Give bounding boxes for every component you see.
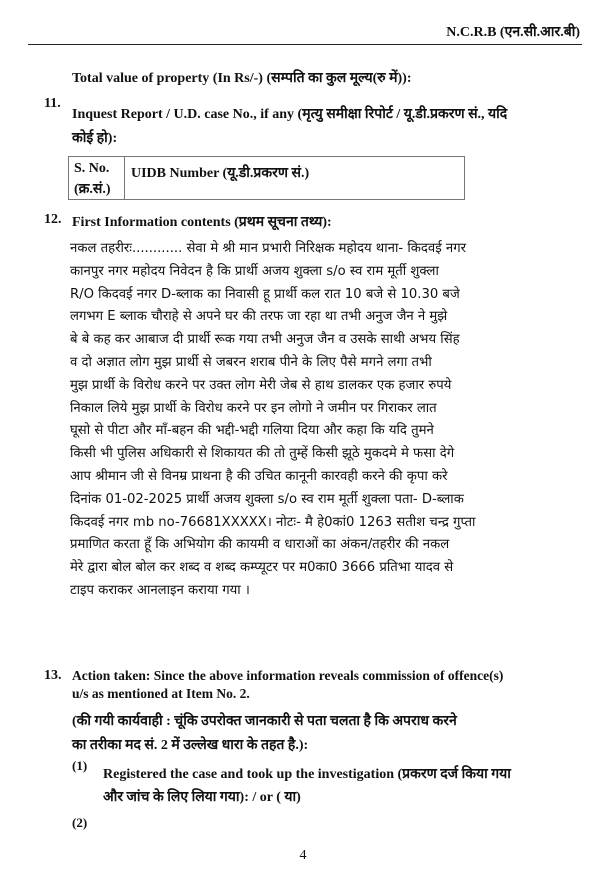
sub-item-1-line2: और जांच के लिए लिया गया): / or ( या) xyxy=(103,790,301,805)
fir-line: प्रमाणित करता हूँ कि अभियोग की कायमी व धाराओं का अंकन/तहरीर की नकल xyxy=(70,537,450,553)
fir-line: कानपुर नगर महोदय निवेदन है कि प्रार्थी अजय शुक्ला s/o स्व राम मूर्ती शुक्ला xyxy=(70,263,439,279)
fir-line: निकाल लिये मुझ प्रार्थी के विरोध करने पर इन लोगो ने जमीन पर गिराकर लात xyxy=(70,400,437,416)
fir-line: लगभग E ब्लाक चौराहे से अपने घर की तरफ जा रहा था तभी अनुज जैन ने मुझे xyxy=(70,309,448,325)
fir-line: दिनांक 01-02-2025 प्रार्थी अजय शुक्ला s/o स्व राम मूर्ती शुक्ला पता- D-ब्लाक xyxy=(70,491,464,507)
page-number: 4 xyxy=(299,848,307,863)
sub-item-2-marker: (2) xyxy=(72,815,88,830)
sno-label: S. No. xyxy=(74,161,110,176)
sub-item-1-line1: Registered the case and took up the investigation (प्रकरण दर्ज किया गया xyxy=(103,767,511,782)
fir-line: मुझ प्रार्थी के विरोध करने पर उक्त लोग मेरी जेब से हाथ डालकर एक हजार रुपये xyxy=(70,377,452,393)
item-13-number: 13. xyxy=(44,668,62,683)
first-information-text xyxy=(70,238,586,603)
uidb-number-label: UIDB Number (यू.डी.प्रकरण सं.) xyxy=(131,166,310,181)
fir-line: किसी भी पुलिस अधिकारी से शिकायत की तो तुम्हें किसी झूठे मुकदमे मे फसा देगे xyxy=(70,446,455,462)
item-13-hindi-line1: (की गयी कार्यवाही : चूंकि उपरोक्त जानकारी से पता चलता है कि अपराध करने xyxy=(72,714,457,729)
item-11-label-line2: कोई हो): xyxy=(72,131,118,146)
uidb-table-sno-cell xyxy=(69,157,125,199)
fir-line: किदवई नगर mb no-76681XXXXX। नोटः- मै हे0कां0 1263 सतीश चन्द्र गुप्ता xyxy=(70,514,476,530)
property-value-label: Total value of property (In Rs/-) (सम्पति का कुल मूल्य(रु में)): xyxy=(72,71,412,86)
fir-line: आप श्रीमान जी से विनम्र प्राथना है की उचित कानूनी कारवही करने की कृपा करे xyxy=(70,468,448,484)
uidb-table xyxy=(68,156,465,200)
item-11-number: 11. xyxy=(44,96,61,111)
fir-line: बे बे कह कर आबाज दी प्रार्थी रूक गया तभी अनुज जैन व उसके साथी अभय सिंह xyxy=(70,332,460,348)
fir-line: टाइप कराकर आनलाइन कराया गया । xyxy=(70,582,250,598)
item-11-label-line1: Inquest Report / U.D. case No., if any (मृत्यु समीक्षा रिपोर्ट / यू.डी.प्रकरण सं., यदि xyxy=(72,107,508,122)
fir-line: मेरे द्वारा बोल बोल कर शब्द व शब्द कम्प्यूटर पर म0का0 3666 प्रतिभा यादव से xyxy=(70,560,454,576)
item-12-number: 12. xyxy=(44,212,62,227)
fir-line: नकल तहरीरः............ सेवा मे श्री मान प्रभारी निरिक्षक महोदय थाना- किदवई नगर xyxy=(70,241,467,256)
item-13-line1: Action taken: Since the above information reveals commission of offence(s) xyxy=(72,668,504,683)
sno-label-hindi: (क्र.सं.) xyxy=(74,182,111,197)
item-13-line2: u/s as mentioned at Item No. 2. xyxy=(72,686,250,701)
header-rule xyxy=(28,44,582,45)
header-tag: N.C.R.B (एन.सी.आर.बी) xyxy=(446,25,580,40)
fir-line: R/O किदवई नगर D-ब्लाक का निवासी हू प्रार्थी कल रात 10 बजे से 10.30 बजे xyxy=(70,286,460,302)
sub-item-1-marker: (1) xyxy=(72,758,88,773)
item-13-hindi-line2: का तरीका मद सं. 2 में उल्लेख धारा के तहत है.): xyxy=(72,738,309,753)
fir-line: घूसो से पीटा और माँ-बहन की भद्दी-भद्दी गलिया दिया और कहा कि यदि तुमने xyxy=(70,423,434,439)
item-12-label: First Information contents (प्रथम सूचना तथ्य): xyxy=(72,215,332,230)
fir-line: व दो अज्ञात लोग मुझ प्रार्थी से जबरन शराब पीने के लिए पैसे मगने लगा तभी xyxy=(70,354,432,370)
